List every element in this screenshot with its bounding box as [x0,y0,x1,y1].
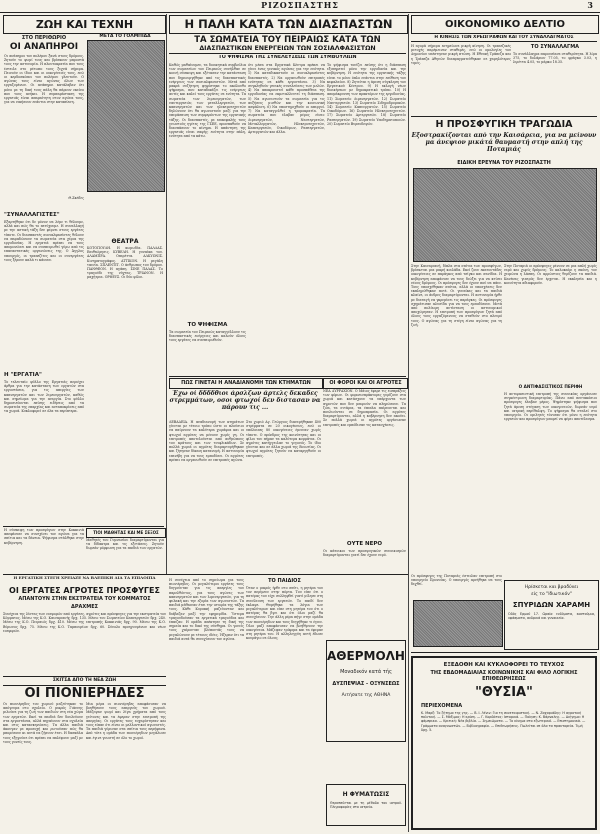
pionieres-headline: ΟΙ ΠΙΟΝΙΕΡΗΔΕΣ [24,686,145,701]
article-body: Το τελευταίο φύλλο της Εργατιάς περιέχει άρθρα για την κατάσταση των εργατών στα εργοστάσια, για τις απεργίες των καπνεργατών και των λιμενεργατών, καθώς και σημείωμα για την ανεργία. Στο φύλλο δημοσιεύονται επίσης ειδήσεις από τα σωματεία της επαρχίας και ανταποκρίσεις από τα χωριά. Κυκλοφορεί σε όλα τα περίπτερα. [4,380,84,414]
masthead-title: ΡΙΖΟΣΠΑΣΤΗΣ [261,0,339,10]
advert-athermoli [326,640,406,742]
article-body: Το συνάλλαγμα παρουσίασε σταθερότητα. Η λίρα 375, το δολάριον 77.05, το φράγκο 3.03, η λιρέττα 4.05, το μάρκο 18.35. [513,52,597,65]
article-body: Στην Ποταμιά οι πρόσφυγες μένουν σε μια απλή χωρίς νερό και χωρίς δρόμους. Το καλοκαίρι η σκόνη, τον χειμώνα η λάσπη. Οι αρρώστιες θερίζουν τα παιδιά. Κανένας γιατρός δεν έρχεται. Η εκκλησία και η κοινότητα αδιαφορούν. [504,264,597,285]
tragedy-subheadline: Εξοστρακίζονται από την Καισάρεια, για να μείνουν μα άνεψιον μικάτά θαυμαστή στην απλή της Ποταμιάς [411,132,597,153]
tragedy-headline: Η ΠΡΟΣΦΥΓΙΚΗ ΤΡΑΓΩΔΙΑ [435,119,573,130]
sub-headline: ΤΟ ΨΗΦΙΣΜΑ ΤΗΣ ΣΥΝΕΛΕΥΣΕΩΣ ΤΩΝ ΣΥΜΒΟΥΛΙΩΝ [218,55,357,60]
article-body: Οι πιονιέρηδες του χωριού μαζεύτηκαν το απόγευμα στο σχολείο. Ο μικρός Γιάννης μιλούσε για τη ζωή των παιδιών στη νέα χώρα των εργατών. Εκεί τα παιδιά δεν δουλεύουν στα εργοστάσια, αλλά πηγαίνουν στα σχολεία και στις κατασκηνώσεις. Τα άλλα παιδιά άκουγαν με προσοχή και ρωτούσαν πώς θα μπορέσουν κι αυτά να ζήσουν έτσι. Η δασκάλα τους εξηγούσε ότι πρέπει να παλέψουν μαζί με τους γονείς τους. [3,702,83,744]
contents-list: Κ. Μαρξ: Το ζήτημα της γης. — Β. Ι. Λένιν: Για τη συνεταιριστική. — Ν. Ζαχαριάδης: Η αγροτική πολιτική. — Σ. Μάξιμος: Η κρίση. — Γ. Κορδάτος: Ιστορικά. — Ποίηση: Κ. Βάρναλης. — Διήγημα: Η φάμπρικα. — Κριτική: Νέα βιβλία. — Σημειώματα. — Το κίνημα στο εξωτερικό. — Επιστημονικά. — Γράμματα αναγνωστών. — Βιβλιογραφία. — Επιθεωρήσεις. Πωλείται σε όλα τα πρακτορεία. Τιμή δρχ. 5. [421,711,586,732]
thysia-title: "ΘΥΣΙΑ" [475,685,533,700]
column-divider [408,14,409,832]
rule [411,41,597,42]
article-body: Μια μέρα οι πιονιέρηδες αποφάσισαν να βοηθήσουν τους απεργούς του χωριού. Μάζεψαν ψωμί και λίγα χρήματα από τους γείτονες και τα έφεραν στην επιτροπή της απεργίας. Οι εργάτες τους ευχαρίστησαν και τους είπαν ότι είναι οι μελλοντικοί αγωνιστές. Τα παιδιά γύρισαν στα σπίτια τους περήφανα. Από τότε η ομάδα των πιονιέρηδων μεγάλωσε και έγινε γνωστή σε όλο το χωριό. [86,702,166,740]
rule [3,574,408,575]
article-body: Η αντιφασιστική επιτροπή της συνοικίας οργάνωσε συγκέντρωση διαμαρτυρίας. Πάνω από πεντακόσιοι πρόσφυγες έλαβαν μέρος. Ψηφίστηκε ψήφισμα που ζητά άμεση στέγαση των οικογενειών, δωρεάν νερό και ιατρική περίθαλψη. Το ψήφισμα θα σταλεί στο υπουργείο. Οι ομιλητές τόνισαν ότι μόνο η ενότητα εργατών και προσφύγων μπορεί να φέρει αποτέλεσμα. [504,392,597,422]
photo-caption: ΜΕΤΑ ΤΟ ΓΟΛΜΠΙΔΑ [99,34,151,39]
article-body: Οι ανάπηροι του πολέμου ξανά στους δρόμους. Ζητούν το ψωμί τους και βρίσκουν μπροστά τους την αστυνομία. Η πλουτοκρατία που τους έστειλε στο μέτωπο τους ξεχνά σήμερα. Πεινούν οι ίδιοι και οι οικογένειές τους, ενώ οι κερδοσκόποι του πολέμου γλεντούν. Ο αγώνας τους είναι αγώνας όλων των εργαζομένων. Οι ανάπηροι κατάλαβαν ότι μόνο με τη δική τους πάλη θα πάρουν εκείνο που τους ανήκει. Η συμπαράσταση της εργατιάς είναι απαραίτητη στον αγώνα τους, για να νικήσουν ενάντια στην καταπίεση. [4,54,84,105]
serial-label: ΣΚΙΤΣΑ ΑΠΟ ΤΗ ΝΕΑ ΖΩΗ [3,676,166,686]
advert-title: ΣΠΥΡΙΔΩΝ ΧΑΡΑΜΗ [512,601,591,609]
thysia-subheading: ΤΗΣ ΕΒΔΟΜΑΔΙΑΙΑΣ ΚΟΙΝΩΝΙΚΗΣ ΚΑΙ ΦΙΛΟ ΛΟΓΙΚΗΣ ΕΠΙΘΕΩΡΗΣΕΩΣ [430,670,578,682]
article-body: Όταν ο μικρός ήρθε στο σπίτι, η μητέρα του τον περίμενε στην πόρτα. Του είπε ότι ο πατέρας του είχε συλληφθεί γιατί μίλησε στη συνέλευση των εργατών. Το παιδί δεν έκλαψε. Θυμήθηκε τα λόγια των μεγαλύτερων και είπε στη μητέρα του ότι ο πατέρας θα βγει και ότι όλοι μαζί θα συνεχίσουν. Την άλλη μέρα πήγε στην ομάδα των πιονιέρηδων και τους διηγήθηκε τι έγινε. Όλοι μαζί αποφάσισαν να βοηθήσουν την οικογένεια. Μάζεψαν τρόφιμα και τα έφεραν στη μητέρα του. Η αλληλεγγύη αυτή έδωσε κουράγιο σε όλους. [246,586,323,641]
author: Θ.Σκέδες [68,196,84,200]
advert-title: Η ΦΥΜΑΤΩΣΙΣ [342,791,390,798]
article-body: Εξαρτήθηκε ότι δε μόνον να λέμε τι θέλουμε, αλλά και πώς θα το πετύχουμε. Η συναλλαγή με την αστική τάξη δεν φέρνει στους εργάτες τίποτε. Οι διασπαστές σοσιαλφασίστες θέλουν να παραδώσουν τα σωματεία στα χέρια της εργοδοσίας. Η εργατιά πρέπει να τους απομονώσει και να συσπειρωθεί γύρω από τις επαναστατικές οργανώσεις της. Ο Άγγλος υπουργός, οι τραπεζίτες και οι συνεργάτες τους ξέρουν καλά τι κάνουν. [4,220,84,262]
masthead [0,0,600,13]
contents-label: ΠΕΡΙΕΧΟΜΕΝΑ [421,703,463,709]
headline-line-1: ΤΑ ΣΩΜΑΤΕΙΑ ΤΟΥ ΠΕΙΡΑΙΩΣ ΚΑΤΑ ΤΩΝ [194,35,381,45]
theatra-heading: ΘΕΑΤΡΑ [111,238,139,245]
exchange-heading: ΤΟ ΣΥΝΑΛΛΑΓΜΑ [530,44,580,50]
housing-note: Η ΕΡΓΑΤΙΚΗ ΣΤΕΓΗ ΧΡΕΙΑΖΕ ΝΑ ΒΛΕΠΙΚΗ ΔΙΑ ΤΑ ΕΠΙΛΟΙΠΑ [13,576,156,580]
advert-title: ΑΘΕΡΜΟΛΗ [327,649,405,663]
advert-thysia [411,656,597,830]
article-body: Οι κάτοικοι των προσφυγικών συνοικισμών διαμαρτύρονται γιατί δεν έχουν νερό. [323,549,406,558]
paidios-heading: ΤΟ ΠΑΙΔΙΟΣ [268,578,301,584]
land-heading: ΠΩΣ ΓΙΝΕΤΑΙ Η ΑΝΑΔΙΑΝΟΜΗ ΤΩΝ ΚΤΗΜΑΤΩΝ [169,378,323,389]
sub-headline: Η ΚΙΝΗΣΙΣ ΤΩΝ ΧΡΕΩΓΡΑΦΩΝ ΚΑΙ ΤΟΥ ΣΥΝΑΛΛΑΓΜΑΤΟΣ [434,35,574,40]
special-report-label: ΕΙΔΙΚΗ ΕΡΕΥΝΑ ΤΟΥ ΡΙΖΟΣΠΑΣΤΗ [457,160,551,166]
rule [169,376,406,377]
portrait-photo [87,40,165,192]
land-quote: Έχω οί δδδδθιοι άρσλζων άρτελς δεκαδες στρεμμάτων, οσοι φτωχοί δεν διστασαν να πάρουν τις ... [169,390,321,411]
article-body: ΝΕΑ ΔΥΡΡΑΧΙΟΝ. Ο Μάιος έφερε τις εισπράξεις των φόρων. Οι φοροεισπράκτορες γυρίζουν στα χωριά και κατάσχουν τα υπάρχοντα των αγροτών που δεν μπορούν να πληρώσουν. Τα ζώα, τα σιτάρια, τα έπιπλα παίρνονται και πουλιούνται σε δημοπρασία. Οι αγρότες διαμαρτύρονται, αλλά η κυβέρνηση δεν ακούει. Σε πολλά χωριά οι αγρότες οργάνωσαν επιτροπές και εμπόδισαν τις κατασχέσεις. [323,389,406,427]
article-body: Μαθητές του Γυμνασίου διαμαρτύρονται για τα δίδακτρα και τις εξετάσεις. Ζητούν δωρεάν μόρφωση για τα παιδιά των εργατών. [86,538,164,551]
advert-harami [504,580,599,650]
article-body: Στο χωριό Αγ. Γεώργιος διανεμήθηκαν 400 στρέμματα σε 20 οικογένειες, ενώ οι υπόλοιπες 80 οικογένειες έμειναν χωρίς τίποτε. Ο πρόεδρος της κοινότητας και οι φίλοι του πήραν τα καλύτερα κομμάτια. Οι αγρότες κατήγγειλαν το γεγονός. Το ίδιο γίνεται και σε άλλα χωριά της Βοιωτίας. Οι φτωχοί αγρότες ζητούν να καταργηθούν οι επιτροπές. [246,420,321,458]
advert-body: Οδός Ερμού 17. Ωραία ενδύματα, κοστούμια, υφάσματα, ανδρικά και γυναικεία. [508,612,595,621]
advert-line: είς το "Ιδιωτικόν" [531,592,572,597]
article-body: Οι πρόσφυγες της Ποταμιάς έστειλαν επιτροπή στο υπουργείο Προνοίας. Ο υπουργός αρνήθηκε να τους δεχθεί. [411,574,502,587]
article-body: ότι μέσα στα Εργατικά Κέντρα πρέπει να γίνει ένας γενικός αγώνας για την ενότητα. 1) Να καταδικαστούν οι σοσιαλφασίστες διασπαστές. 2) Να οργανωθούν επιτροπές ενότητας σε κάθε εργοστάσιο. 3) Να συγκληθούν γενικές συνελεύσεις των μελών. 4) Να αποκρουστεί κάθε προσπάθεια της εργοδοσίας να εκμεταλλευτεί τη διάσπαση. 5) Να αγωνιστούν τα σωματεία για τις αυξήσεις μισθών και την κοινωνική ασφάλιση. 6) Να υποστηριχθούν οι απεργοί. 7) Να καταγγελθεί η τρομοκρατία. Τα σωματεία που έλαβαν μέρος είναι: Λιμενεργατών, Ναυτεργατών, Μεταλλεργατών, Ηλεκτροτεχνιτών, Καπνεργατών, Οικοδόμων, Ραπτεργατών, Αρτεργατών και άλλα. [248,63,325,135]
advert-line: Αιτήσατε της ΑΘΗΝΑ [341,693,391,698]
advert-sub: Μοναδικόν κατά τής [340,669,392,675]
sub-heading: ΣΤΟ ΠΕΡΙΘΩΡΙΟ [21,35,67,41]
theatre-listings: ΚΟΤΟΠΟΥΛΗ. Η κωμωδία. ΠΑΛΛΑΣ. Επιθεώρησις. ΚΥΒΕΛΗ. Η γυναίκα του. ΑΛΑΜΠΡΑ. Οπερέττα. ΑΛΚΥΩΝΙΣ. Κινηματογράφος. ΑΤΤΙΚΟΝ. Η μεγάλη ταινία. ΣΠΛΕΝΤΙΤ. Ο άνθρωπος του δρόμου. ΠΑΝΘΕΟΝ. Η αγάπη. ΣΙΝΕ ΠΑΛΑΣ. Το τραγούδι της νύχτας. ΤΡΙΑΝΟΝ. Η μαχήτρια. ΟΡΦΕΥΣ. Οι δύο φίλοι. [87,246,163,280]
boxed-heading: ΤΙΟΙ ΜΑΘΗΤΑΣ ΚΑΙ ΜΕ ΣΕΞΟΣ [86,528,166,538]
donation-list: Συνέχεια της λίστας των εισφορών από εργάτες, αγρότες και πρόσφυγες για την εκστρατεία του Κόμματος. Μέσω της Κ.Ο. Καισαριανής δρχ. 135. Μέσω του Σωματείου Καπνεργατών δρχ. 240. Μέσω της Κ.Ο. Πειραιώς δρχ. 410. Μέσω της επιτροπής Κοκκινιάς δρχ. 90. Μέσω της Κ.Ο. Βύρωνος δρχ. 75. Μέσω της Κ.Ο. Ταμπουρίων δρχ. 60. Σύνολο προηγουμένων και νέων εισφορών. [3,612,166,633]
taxes-heading: ΟΙ ΦΟΡΟΙ ΚΑΙ ΟΙ ΑΓΡΟΤΕΣ [323,378,408,389]
antifascist-note: Ο ΑΝΤΙΦΑΣΙΣΤΙΚΟΣ ΠΕΡΙΦΗ [518,384,583,389]
article-body: ΛΕΒΑΔΕΙΑ. Η αναδιανομή των κτημάτων γίνεται με τέτοιο τρόπο ώστε οι πλούσιοι να παίρνουν τα καλύτερα χωράφια και οι φτωχοί αγρότες να μένουν χωρίς γη. Οι επιτροπές αποτελούνται από ανθρώπους του κράτους και των τσιφλικάδων. Σε πολλά χωριά οι αγρότες διαμαρτυρήθηκαν και ζήτησαν δίκαιη κατανομή. Η αστυνομία επενέβη για να τους εμποδίσει. Οι αγρότες πρέπει να οργανωθούν σε επιτροπές αγώνα. [169,420,244,462]
refugee-photo [413,168,597,262]
article-body: Η αγορά σήμερα εσημείωσε μικρή κίνηση. Οι τραπεζικές μετοχές παρέμειναν σταθερές, ενώ οι ομολογίες του Δημοσίου υπέστησαν μικρή πτώση. Η Εθνική Τράπεζα και η Τράπεζα Αθηνών διαπραγματεύθηκαν σε χαμηλότερες τιμές. [411,44,511,65]
synallagistes-heading: "ΣΥΝΑΛΛΑΓΙΣΤΕΣ" [4,212,60,218]
banner-heading: Η ΠΑΛΗ ΚΑΤΑ ΤΩΝ ΔΙΑΣΠΑΣΤΩΝ [169,15,408,34]
article-body: Η σύσκεψη των προσφύγων στην Κοκκινιά απεφάσισε να συνεχίσει τον αγώνα για τα σπίτια και τα δάνεια. Ψήφισμα στάλθηκε στην κυβέρνηση. [4,528,84,545]
advert-line: Ηρίσκεται και βραδύνει [524,585,579,590]
rule [411,652,597,653]
headline-line-2: ΔΙΑΣΠΑΣΤΙΚΩΝ ΕΝΕΡΓΕΙΩΝ ΤΩΝ ΣΟΣΙΑΛΦΑΣΙΣΤΩΝ [199,45,376,52]
no-water-heading: ΟΥΤΕ ΝΕΡΟ [346,541,383,547]
story-title: ΟΙ ΑΝΑΠΗΡΟΙ [9,42,79,52]
article-body: Το ψήφισμα τονίζει επίσης ότι η διάσπαση εξυπηρετεί μόνο την εργοδοσία και την κυβέρνηση. Η ενότητα της εργατικής τάξης είναι το μόνο όπλο ενάντια στην επίθεση του κεφαλαίου. 8) Ζητείται η άμεση σύγκληση του Εργατικού Κέντρου. 9) Η εκλογή νέων διοικήσεων με δημοκρατικό τρόπο. 10) Η απομάκρυνση των πρακτόρων της εργοδοσίας. 11) Σωματείο Λιμενεργατών. 12) Σωματείο Ναυτεργατών. 13) Σωματείο Σιδηροδρομικών. 14) Σωματείο Καπνεργατών. 15) Σωματείο Οικοδόμων. 16) Σωματείο Ηλεκτροτεχνιτών. 17) Σωματείο Αρτεργατών. 18) Σωματείο Ραπτεργατών. 19) Σωματείο Υποδηματοποιών. 20) Σωματείο Βυρσοδεψών. [327,63,406,126]
psifisma-heading: ΤΟ ΨΗΦΙΣΜΑ [187,322,228,328]
drachmes-label: ΔΡΑΧΜΕΣ [70,604,99,610]
article-body: Τα σωματεία του Πειραιώς καταγγέλλουν τις διασπαστικές ενέργειες και καλούν όλους τους εργάτες να συσπειρωθούν. [169,330,246,343]
ergatia-heading: Η "ΕΡΓΑΤΙΑ" [4,372,42,378]
small-photo [413,600,503,647]
article-body: Η συνέχεια από το σημείωμα για τους πιονιέρηδες. Οι μεγαλύτεροι εργάτες τους διηγούνταν για τις απεργίες του παρελθόντος, για τους αγώνες των καπνεργατών και των λιμενεργατών, για τη φυλακή και την εξορία των αγωνιστών. Τα παιδιά μάθαιναν έτσι την ιστορία της τάξης τους. Κάθε Κυριακή μαζεύονταν και διάβαζαν μαζί την εφημερίδα. Ύστερα τραγουδούσαν τα εργατικά τραγούδια και έπαιζαν. Η ομάδα απέκτησε τη δική της σημαία και το δικό της σύνθημα. Οι γονείς τους χαίρονταν βλέποντάς τους να μεγαλώνουν με τέτοιες ιδέες. Ήξεραν ότι τα παιδιά αυτά θα συνεχίσουν τον αγώνα. [169,578,244,641]
advert-line: ΔΥΣΠΕΨΙΑΣ - ΟΞΥΝΣΕΩΣ [332,681,400,687]
page-number: 3 [587,0,594,10]
workers-subheadline: ΑΠΑΝΤΟΥΝ ΣΤΗΝ ΕΚΣΤΡΑΤΕΙΑ ΤΟΥ ΚΟΜΜΑΤΟΣ [18,596,151,602]
thysia-heading: ΕΞΕΔΟΘΗ ΚΑΙ ΚΥΚΛΟΦΟΡΕΙ ΤΟ ΤΕΥΧΟΣ [443,662,565,668]
advert-fymatosis [326,784,406,826]
article-body: Στην Καισαριανή, δίπλα στα σπίτια των προσφύγων, βρίσκεται μια μικρή κοιλάδα. Εκεί ζουν εκατοντάδες οικογένειες σε παράγκες από τσίγκο και σανίδια. Η κυβέρνηση αποφάσισε να τους διώξει για να κτίσει νέους δρόμους. Οι πρόσφυγες δεν έχουν πού να πάνε. Τους υποσχέθηκαν σπίτια, αλλά οι υποσχέσεις δεν εκπληρώθηκαν ποτέ. Οι γυναίκες και τα παιδιά κλαίνε, οι άνδρες διαμαρτύρονται. Η αστυνομία ήρθε με διαταγή να γκρεμίσει τις παράγκες. Οι πρόσφυγες σχημάτισαν αλυσίδα για να τους εμποδίσουν. Μετά από πολύωρη αντίσταση οι αστυνομικοί αποχώρησαν. Η επιτροπή των προσφύγων ζητά από όλους τους εργαζόμενους να σταθούν στο πλευρό τους. Ο αγώνας για τη στέγη είναι αγώνας για τη ζωή. [411,264,502,327]
advert-body: Θεραπεύεται με τη μέθοδο του ιατρού. Πληροφορίες στο ιατρείο. [330,801,402,810]
article-body: Καθώς μαθαίνομεν, τα διοικητικά συμβούλια των σωματείων του Πειραιώς συνήλθαν σε κοινή σύσκεψη και εξέτασαν την κατάσταση που δημιουργήθηκε από τις διασπαστικές ενέργειες των σοσιαλφασιστών. Μετά από μακρά συζήτηση ψηφίστηκε το ακόλουθο ψήφισμα, που καταδικάζει τις ενέργειες αυτές και καλεί τους εργάτες σε ενότητα. Τα σωματεία των λιμενεργατών, των ναυτεργατών, των μεταλλεργατών, των καπνεργατών και των ηλεκτροτεχνιτών δηλώνουν ότι θα αγωνιστούν μαζί για την υπεράσπιση των συμφερόντων της εργατικής τάξης. Οι διασπαστές, με επικεφαλής τους γνωστούς ηγέτες της ΓΣΕΕ, προσπαθούν να διασπάσουν το κίνημα. Η απάντηση της εργατιάς είναι σαφής: ενότητα στην πάλη, ενότητα από τα κάτω. [169,63,246,139]
workers-headline: ΟΙ ΕΡΓΑΤΕΣ ΑΓΡΟΤΕΣ ΠΡΟΣΦΥΓΕΣ [9,586,160,595]
rule [411,116,597,117]
rule [3,526,164,527]
banner-heading: ΟΙΚΟΝΟΜΙΚΟ ΔΕΛΤΙΟ [411,15,599,34]
rule [169,53,406,54]
section-zoi-kai-texni: ΖΩΗ ΚΑΙ ΤΕΧΝΗ [3,15,166,34]
column-divider [166,14,167,574]
